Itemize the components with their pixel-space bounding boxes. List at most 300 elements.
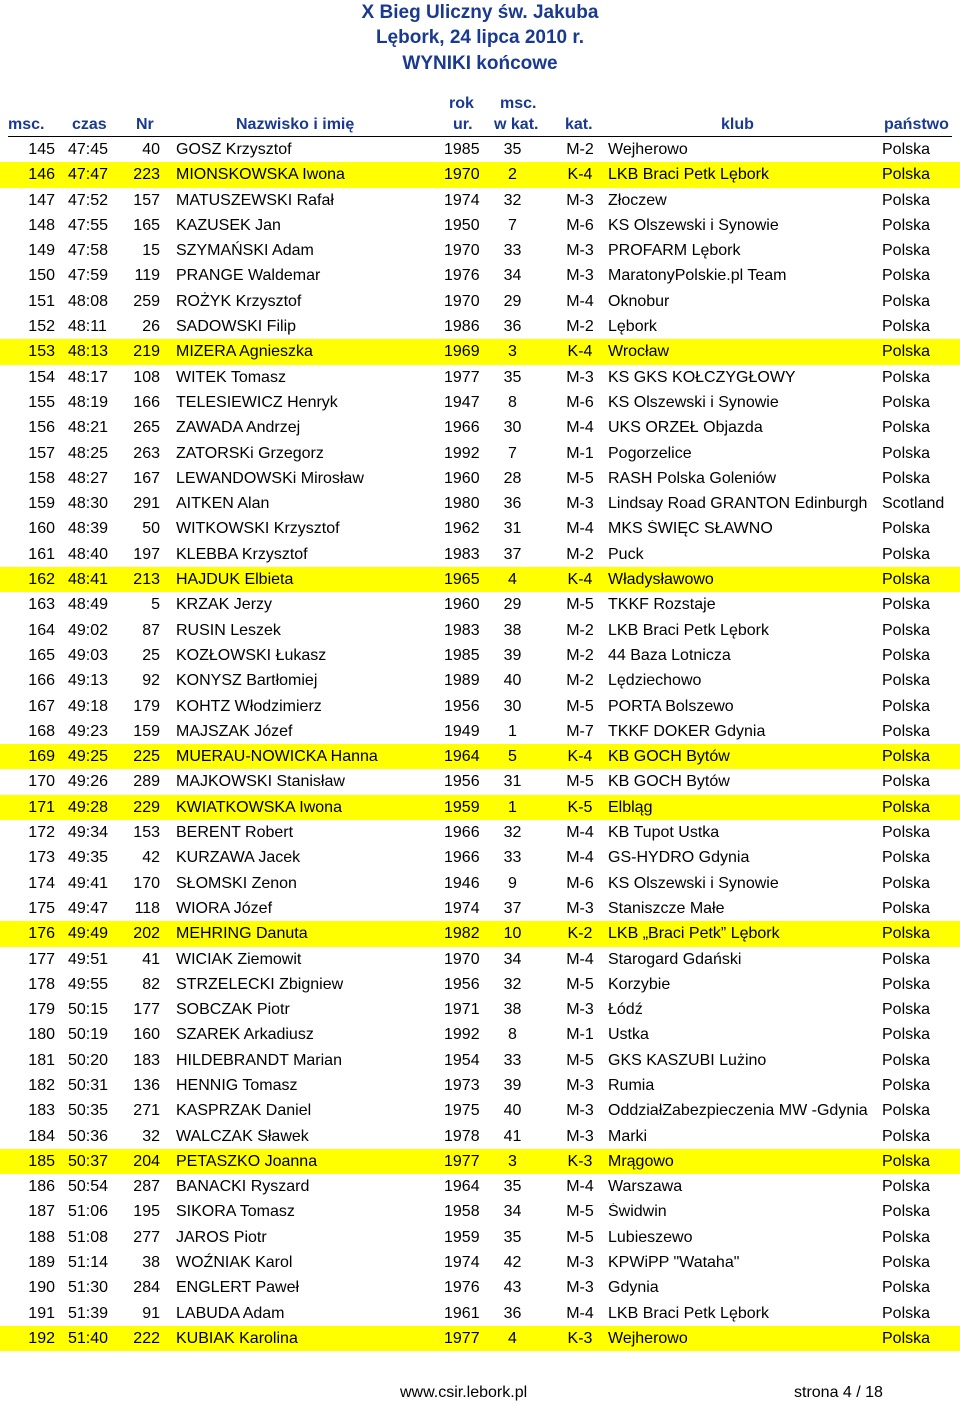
result-bib: 222 bbox=[133, 1329, 160, 1347]
result-name: KONYSZ Bartłomiej bbox=[176, 672, 318, 690]
result-country: Polska bbox=[882, 646, 931, 664]
result-category: M-5 bbox=[566, 1203, 594, 1221]
result-bib: 213 bbox=[133, 571, 160, 589]
result-category-place: 1 bbox=[508, 798, 517, 816]
result-birth-year: 1960 bbox=[444, 596, 480, 614]
result-country: Polska bbox=[882, 343, 931, 361]
result-category: M-3 bbox=[566, 191, 594, 209]
result-birth-year: 1949 bbox=[444, 722, 480, 740]
table-row bbox=[0, 314, 960, 339]
table-row bbox=[0, 719, 960, 744]
result-category: M-3 bbox=[566, 1102, 594, 1120]
result-country: Polska bbox=[882, 824, 931, 842]
result-time: 51:14 bbox=[68, 1254, 109, 1272]
result-club: KPWiPP "Wataha" bbox=[608, 1254, 740, 1272]
result-place: 163 bbox=[28, 596, 55, 614]
result-birth-year: 1962 bbox=[444, 520, 480, 538]
result-name: WALCZAK Sławek bbox=[176, 1127, 309, 1145]
result-category-place: 41 bbox=[503, 1127, 522, 1145]
result-place: 157 bbox=[28, 444, 55, 462]
result-country: Polska bbox=[882, 798, 931, 816]
result-bib: 287 bbox=[133, 1178, 160, 1196]
footer-website: www.csir.lebork.pl bbox=[400, 1384, 528, 1401]
table-row bbox=[0, 896, 960, 921]
result-birth-year: 1956 bbox=[444, 975, 480, 993]
result-club: Wejherowo bbox=[608, 141, 688, 158]
document-title: X Bieg Uliczny św. Jakuba bbox=[361, 2, 599, 23]
result-time: 50:31 bbox=[68, 1076, 109, 1094]
result-category-place: 35 bbox=[503, 1228, 522, 1246]
result-club: Warszawa bbox=[608, 1178, 683, 1196]
result-category-place: 4 bbox=[508, 1329, 517, 1347]
table-row bbox=[0, 1022, 960, 1047]
result-place: 148 bbox=[28, 216, 55, 234]
result-name: KUBIAK Karolina bbox=[176, 1329, 298, 1347]
result-place: 154 bbox=[28, 368, 55, 386]
result-time: 48:08 bbox=[68, 292, 109, 310]
result-category-place: 30 bbox=[503, 697, 522, 715]
header-panstwo: państwo bbox=[884, 116, 949, 133]
result-bib: 179 bbox=[133, 697, 160, 715]
result-category: K-3 bbox=[567, 1152, 593, 1170]
result-club: Lębork bbox=[608, 318, 657, 336]
result-country: Polska bbox=[882, 166, 931, 184]
result-bib: 271 bbox=[133, 1102, 160, 1120]
result-category: M-1 bbox=[566, 444, 594, 462]
result-category: K-4 bbox=[567, 343, 593, 361]
result-name: KLEBBA Krzysztof bbox=[176, 545, 308, 563]
result-category-place: 38 bbox=[503, 621, 522, 639]
result-category: M-4 bbox=[566, 419, 594, 437]
result-category-place: 40 bbox=[503, 672, 522, 690]
result-category: M-4 bbox=[566, 520, 594, 538]
result-category-place: 39 bbox=[503, 1076, 522, 1094]
result-bib: 165 bbox=[133, 216, 160, 234]
result-category: M-2 bbox=[566, 545, 594, 563]
result-category-place: 42 bbox=[503, 1254, 522, 1272]
result-time: 47:58 bbox=[68, 242, 109, 260]
result-category: M-2 bbox=[566, 141, 594, 158]
result-category: M-3 bbox=[566, 899, 594, 917]
result-country: Polska bbox=[882, 1254, 931, 1272]
table-row bbox=[0, 441, 960, 466]
result-name: STRZELECKI Zbigniew bbox=[176, 975, 344, 993]
table-row bbox=[0, 516, 960, 541]
result-place: 166 bbox=[28, 672, 55, 690]
result-place: 150 bbox=[28, 267, 55, 285]
result-club: Wejherowo bbox=[608, 1329, 688, 1347]
result-club: Lindsay Road GRANTON Edinburgh bbox=[608, 495, 868, 513]
result-country: Polska bbox=[882, 1304, 931, 1322]
result-bib: 40 bbox=[142, 141, 160, 158]
result-country: Polska bbox=[882, 393, 931, 411]
result-category-place: 37 bbox=[503, 899, 522, 917]
result-category-place: 10 bbox=[503, 925, 522, 943]
result-club: KB GOCH Bytów bbox=[608, 748, 730, 766]
result-place: 152 bbox=[28, 318, 55, 336]
result-bib: 197 bbox=[133, 545, 160, 563]
result-category-place: 33 bbox=[503, 1051, 522, 1069]
result-birth-year: 1992 bbox=[444, 444, 480, 462]
result-club: Pogorzelice bbox=[608, 444, 692, 462]
table-row bbox=[0, 263, 960, 288]
result-country: Polska bbox=[882, 925, 931, 943]
table-row bbox=[0, 188, 960, 213]
result-bib: 5 bbox=[151, 596, 160, 614]
result-category-place: 35 bbox=[503, 1178, 522, 1196]
result-category: M-3 bbox=[566, 1279, 594, 1297]
result-name: ZAWADA Andrzej bbox=[176, 419, 301, 437]
result-name: MUERAU-NOWICKA Hanna bbox=[176, 748, 378, 766]
result-place: 147 bbox=[28, 191, 55, 209]
result-place: 146 bbox=[28, 166, 55, 184]
result-name: AITKEN Alan bbox=[176, 495, 270, 513]
result-country: Polska bbox=[882, 216, 931, 234]
result-time: 47:55 bbox=[68, 216, 109, 234]
result-birth-year: 1954 bbox=[444, 1051, 480, 1069]
result-category-place: 5 bbox=[508, 748, 517, 766]
result-club: TKKF Rozstaje bbox=[608, 596, 716, 614]
result-name: HENNIG Tomasz bbox=[176, 1076, 298, 1094]
table-row bbox=[0, 795, 960, 820]
table-row bbox=[0, 491, 960, 516]
result-bib: 153 bbox=[133, 824, 160, 842]
result-bib: 223 bbox=[133, 166, 160, 184]
table-row bbox=[0, 289, 960, 314]
header-rok-top: rok bbox=[449, 95, 474, 112]
table-row bbox=[0, 871, 960, 896]
result-category-place: 43 bbox=[503, 1279, 522, 1297]
result-place: 190 bbox=[28, 1279, 55, 1297]
result-country: Polska bbox=[882, 1001, 931, 1019]
result-time: 49:03 bbox=[68, 646, 109, 664]
result-birth-year: 1977 bbox=[444, 1329, 480, 1347]
table-row bbox=[0, 137, 960, 162]
result-birth-year: 1970 bbox=[444, 166, 480, 184]
result-country: Polska bbox=[882, 697, 931, 715]
result-category-place: 38 bbox=[503, 1001, 522, 1019]
result-name: SOBCZAK Piotr bbox=[176, 1001, 290, 1019]
result-place: 170 bbox=[28, 773, 55, 791]
result-club: Marki bbox=[608, 1127, 648, 1145]
result-bib: 219 bbox=[133, 343, 160, 361]
result-bib: 289 bbox=[133, 773, 160, 791]
result-country: Polska bbox=[882, 1329, 931, 1347]
table-row bbox=[0, 1301, 960, 1326]
result-place: 172 bbox=[28, 824, 55, 842]
result-birth-year: 1992 bbox=[444, 1026, 480, 1044]
result-category: M-3 bbox=[566, 1076, 594, 1094]
result-place: 153 bbox=[28, 343, 55, 361]
result-country: Polska bbox=[882, 950, 931, 968]
result-name: WITKOWSKI Krzysztof bbox=[176, 520, 340, 538]
result-place: 173 bbox=[28, 849, 55, 867]
result-bib: 119 bbox=[134, 267, 160, 285]
result-time: 48:41 bbox=[68, 571, 109, 589]
result-time: 48:17 bbox=[68, 368, 109, 386]
table-row bbox=[0, 1098, 960, 1123]
table-row bbox=[0, 542, 960, 567]
result-place: 167 bbox=[28, 697, 55, 715]
result-category: M-5 bbox=[566, 1051, 594, 1069]
result-country: Polska bbox=[882, 267, 931, 285]
results-subtitle: WYNIKI końcowe bbox=[402, 53, 558, 74]
result-bib: 41 bbox=[142, 950, 160, 968]
result-category-place: 8 bbox=[508, 1026, 517, 1044]
result-birth-year: 1964 bbox=[444, 748, 480, 766]
result-time: 48:30 bbox=[68, 495, 109, 513]
result-birth-year: 1966 bbox=[444, 849, 480, 867]
result-country: Polska bbox=[882, 1203, 931, 1221]
result-category: M-5 bbox=[566, 1228, 594, 1246]
result-club: GKS KASZUBI Lużino bbox=[608, 1051, 767, 1069]
result-country: Polska bbox=[882, 722, 931, 740]
result-name: WOŹNIAK Karol bbox=[176, 1254, 293, 1272]
result-club: MaratonyPolskie.pl Team bbox=[608, 267, 787, 285]
result-place: 174 bbox=[28, 874, 55, 892]
result-bib: 50 bbox=[142, 520, 160, 538]
footer-page-number: strona 4 / 18 bbox=[794, 1384, 883, 1401]
result-name: KAZUSEK Jan bbox=[176, 216, 281, 234]
event-date-location: Lębork, 24 lipca 2010 r. bbox=[375, 27, 585, 48]
result-time: 48:27 bbox=[68, 469, 109, 487]
result-country: Polska bbox=[882, 292, 931, 310]
result-category-place: 36 bbox=[503, 1304, 522, 1322]
header-msc: msc. bbox=[8, 116, 45, 133]
result-category-place: 3 bbox=[508, 1152, 517, 1170]
result-club: Wrocław bbox=[608, 343, 670, 361]
result-birth-year: 1959 bbox=[444, 1228, 480, 1246]
result-place: 160 bbox=[28, 520, 55, 538]
table-row bbox=[0, 694, 960, 719]
result-category-place: 8 bbox=[508, 393, 517, 411]
result-club: Oknobur bbox=[608, 292, 670, 310]
result-country: Polska bbox=[882, 748, 931, 766]
result-birth-year: 1964 bbox=[444, 1178, 480, 1196]
result-place: 180 bbox=[28, 1026, 55, 1044]
result-bib: 159 bbox=[133, 722, 160, 740]
result-country: Polska bbox=[882, 419, 931, 437]
header-wkat-top: msc. bbox=[500, 95, 537, 112]
result-country: Polska bbox=[882, 1076, 931, 1094]
result-time: 47:59 bbox=[68, 267, 109, 285]
result-country: Polska bbox=[882, 444, 931, 462]
result-club: MKS ŚWIĘC SŁAWNO bbox=[608, 520, 773, 538]
result-bib: 92 bbox=[142, 672, 160, 690]
result-category: M-2 bbox=[566, 646, 594, 664]
result-birth-year: 1970 bbox=[444, 242, 480, 260]
result-place: 188 bbox=[28, 1228, 55, 1246]
result-category: M-4 bbox=[566, 824, 594, 842]
result-birth-year: 1973 bbox=[444, 1076, 480, 1094]
result-birth-year: 1983 bbox=[444, 545, 480, 563]
result-club: Elbląg bbox=[608, 798, 653, 816]
result-name: ROŻYK Krzysztof bbox=[176, 292, 302, 310]
result-name: KRZAK Jerzy bbox=[176, 596, 273, 614]
result-birth-year: 1946 bbox=[444, 874, 480, 892]
result-place: 145 bbox=[28, 141, 55, 158]
result-club: Lubieszewo bbox=[608, 1228, 693, 1246]
table-row bbox=[0, 618, 960, 643]
result-club: Mrągowo bbox=[608, 1152, 674, 1170]
table-row bbox=[0, 769, 960, 794]
table-row bbox=[0, 643, 960, 668]
result-place: 178 bbox=[28, 975, 55, 993]
table-row bbox=[0, 592, 960, 617]
result-time: 48:49 bbox=[68, 596, 109, 614]
result-time: 50:37 bbox=[68, 1152, 109, 1170]
result-club: LKB „Braci Petk” Lębork bbox=[608, 925, 780, 943]
result-time: 48:21 bbox=[68, 419, 109, 437]
table-row bbox=[0, 921, 960, 946]
result-country: Polska bbox=[882, 1178, 931, 1196]
result-name: WICIAK Ziemowit bbox=[176, 950, 302, 968]
result-time: 48:11 bbox=[68, 318, 107, 336]
result-time: 49:55 bbox=[68, 975, 109, 993]
result-time: 49:26 bbox=[68, 773, 109, 791]
header-wkat-bottom: w kat. bbox=[494, 116, 539, 133]
result-club: LKB Braci Petk Lębork bbox=[608, 621, 769, 639]
result-birth-year: 1977 bbox=[444, 368, 480, 386]
result-time: 47:47 bbox=[68, 166, 109, 184]
result-place: 183 bbox=[28, 1102, 55, 1120]
result-category-place: 39 bbox=[503, 646, 522, 664]
result-country: Polska bbox=[882, 520, 931, 538]
result-birth-year: 1966 bbox=[444, 824, 480, 842]
result-birth-year: 1971 bbox=[444, 1001, 480, 1019]
result-country: Polska bbox=[882, 773, 931, 791]
result-birth-year: 1970 bbox=[444, 950, 480, 968]
result-bib: 91 bbox=[142, 1304, 160, 1322]
result-bib: 42 bbox=[142, 849, 160, 867]
result-birth-year: 1985 bbox=[444, 141, 480, 158]
table-row bbox=[0, 820, 960, 845]
result-club: Złoczew bbox=[608, 191, 667, 209]
result-time: 49:13 bbox=[68, 672, 109, 690]
result-name: PRANGE Waldemar bbox=[176, 267, 321, 285]
result-name: HILDEBRANDT Marian bbox=[176, 1051, 342, 1069]
result-club: LKB Braci Petk Lębork bbox=[608, 166, 769, 184]
result-category-place: 31 bbox=[503, 773, 522, 791]
result-category-place: 35 bbox=[503, 141, 522, 158]
result-place: 168 bbox=[28, 722, 55, 740]
result-category-place: 40 bbox=[503, 1102, 522, 1120]
result-category: M-1 bbox=[566, 1026, 594, 1044]
result-club: KS Olszewski i Synowie bbox=[608, 216, 779, 234]
result-place: 171 bbox=[28, 798, 55, 816]
result-name: BANACKI Ryszard bbox=[176, 1178, 310, 1196]
result-place: 176 bbox=[28, 925, 55, 943]
table-row bbox=[0, 213, 960, 238]
result-birth-year: 1974 bbox=[444, 191, 480, 209]
result-club: Korzybie bbox=[608, 975, 671, 993]
result-country: Polska bbox=[882, 975, 931, 993]
result-birth-year: 1950 bbox=[444, 216, 480, 234]
result-category: M-6 bbox=[566, 216, 594, 234]
result-category-place: 34 bbox=[503, 1203, 522, 1221]
result-name: SŁOMSKI Zenon bbox=[176, 874, 297, 892]
result-category: M-4 bbox=[566, 292, 594, 310]
result-category: K-4 bbox=[567, 571, 593, 589]
result-place: 156 bbox=[28, 419, 55, 437]
result-club: RASH Polska Goleniów bbox=[608, 469, 777, 487]
result-category-place: 7 bbox=[508, 216, 517, 234]
result-time: 49:18 bbox=[68, 697, 109, 715]
result-bib: 263 bbox=[133, 444, 160, 462]
result-place: 162 bbox=[28, 571, 55, 589]
result-name: BERENT Robert bbox=[176, 824, 294, 842]
result-name: HAJDUK Elbieta bbox=[176, 571, 294, 589]
result-country: Polska bbox=[882, 1152, 931, 1170]
result-bib: 26 bbox=[142, 318, 160, 336]
result-category-place: 32 bbox=[503, 975, 522, 993]
result-country: Polska bbox=[882, 469, 931, 487]
table-row bbox=[0, 162, 960, 187]
result-country: Polska bbox=[882, 1127, 931, 1145]
result-name: WITEK Tomasz bbox=[176, 368, 286, 386]
result-birth-year: 1982 bbox=[444, 925, 480, 943]
result-club: 44 Baza Lotnicza bbox=[608, 646, 731, 664]
result-name: SZYMAŃSKI Adam bbox=[176, 242, 314, 260]
result-bib: 118 bbox=[134, 899, 160, 917]
result-category: M-6 bbox=[566, 874, 594, 892]
result-category-place: 29 bbox=[503, 596, 522, 614]
result-birth-year: 1977 bbox=[444, 1152, 480, 1170]
result-bib: 32 bbox=[142, 1127, 160, 1145]
table-row bbox=[0, 238, 960, 263]
result-birth-year: 1961 bbox=[444, 1304, 480, 1322]
result-country: Polska bbox=[882, 242, 931, 260]
result-place: 192 bbox=[28, 1329, 55, 1347]
table-row bbox=[0, 744, 960, 769]
result-category: K-4 bbox=[567, 166, 593, 184]
result-category: M-5 bbox=[566, 773, 594, 791]
result-country: Polska bbox=[882, 672, 931, 690]
result-birth-year: 1989 bbox=[444, 672, 480, 690]
result-category-place: 9 bbox=[508, 874, 517, 892]
result-name: GOSZ Krzysztof bbox=[176, 141, 292, 158]
result-bib: 25 bbox=[142, 646, 160, 664]
result-country: Polska bbox=[882, 141, 931, 158]
result-name: MIZERA Agnieszka bbox=[176, 343, 313, 361]
table-row bbox=[0, 845, 960, 870]
result-category-place: 30 bbox=[503, 419, 522, 437]
result-time: 51:40 bbox=[68, 1329, 109, 1347]
header-nr: Nr bbox=[136, 116, 154, 133]
result-category: M-2 bbox=[566, 621, 594, 639]
result-club: GS-HYDRO Gdynia bbox=[608, 849, 750, 867]
result-club: KS GKS KOŁCZYGŁOWY bbox=[608, 368, 796, 386]
result-place: 191 bbox=[28, 1304, 55, 1322]
result-name: SZAREK Arkadiusz bbox=[176, 1026, 314, 1044]
result-birth-year: 1956 bbox=[444, 773, 480, 791]
result-category: M-2 bbox=[566, 672, 594, 690]
result-time: 51:39 bbox=[68, 1304, 109, 1322]
result-birth-year: 1970 bbox=[444, 292, 480, 310]
header-kat: kat. bbox=[565, 116, 593, 133]
header-rok-bottom: ur. bbox=[453, 116, 473, 133]
result-birth-year: 1974 bbox=[444, 899, 480, 917]
result-name: MAJKOWSKI Stanisław bbox=[176, 773, 345, 791]
result-category: K-3 bbox=[567, 1329, 593, 1347]
result-place: 149 bbox=[28, 242, 55, 260]
result-category: M-3 bbox=[566, 267, 594, 285]
result-bib: 82 bbox=[142, 975, 160, 993]
result-club: KB Tupot Ustka bbox=[608, 824, 720, 842]
result-time: 49:51 bbox=[68, 950, 109, 968]
result-bib: 167 bbox=[133, 469, 160, 487]
result-time: 48:25 bbox=[68, 444, 109, 462]
